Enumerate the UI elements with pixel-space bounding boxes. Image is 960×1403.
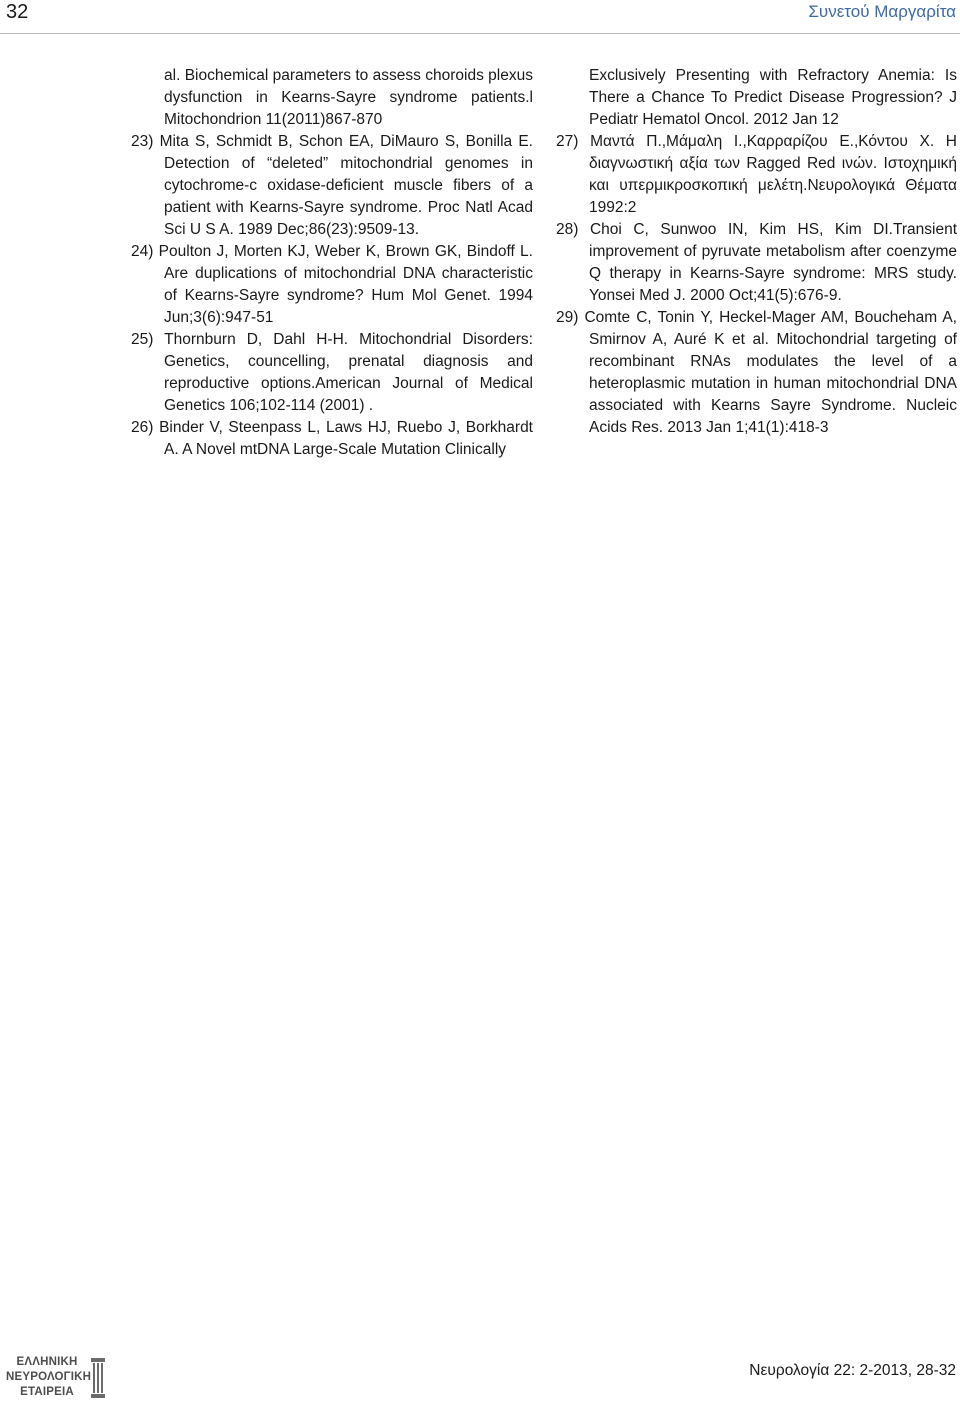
society-logo-text [6, 1355, 92, 1400]
logo-line-3: ΕΤΑΙΡΕΙΑ [20, 1386, 74, 1398]
reference-24: 24) Poulton J, Morten KJ, Weber K, Brown GK, Bindoff L. Are duplications of mitochondrial DNA characteristic of Kearns-Sayre syndrome? Hum Mol Genet. 1994 Jun;3(6):947-51 [131, 243, 533, 326]
reference-continued: al. Biochemical parameters to assess choroids plexus dysfunction in Kearns-Sayre syndrome patients.l Mitochondrion 11(2011)867-870 [164, 67, 533, 128]
reference-26-continued: Exclusively Presenting with Refractory Anemia: Is There a Chance To Predict Disease Progression? J Pediatr Hematol Oncol. 2012 Jan 12 [589, 67, 957, 128]
column-emblem-icon [90, 1357, 106, 1399]
journal-reference: Νευρολογία 22: 2-2013, 28-32 [749, 1362, 956, 1379]
reference-28: 28) Choi C, Sunwoo IN, Kim HS, Kim DI.Transient improvement of pyruvate metabolism after coenzyme Q therapy in Kearns-Sayre syndrome: MRS study. Yonsei Med J. 2000 Oct;41(5):676-9. [556, 221, 957, 304]
left-column [131, 65, 533, 461]
running-head: Συνετού Μαργαρίτα [808, 2, 956, 21]
reference-26: 26) Binder V, Steenpass L, Laws HJ, Ruebo J, Borkhardt A. A Novel mtDNA Large-Scale Mutation Clinically [131, 419, 533, 458]
header-rule [0, 33, 960, 34]
reference-25: 25) Thornburn D, Dahl H-H. Mitochondrial Disorders: Genetics, councelling, prenatal diagnosis and reproductive options.American Journal of Medical Genetics 106;102-114 (2001) . [131, 331, 533, 414]
logo-line-2: ΝΕΥΡΟΛΟΓΙΚΗ [6, 1371, 92, 1383]
right-column [556, 65, 957, 439]
page-number: 32 [6, 1, 29, 23]
society-logo [6, 1355, 106, 1401]
logo-line-1: ΕΛΛΗΝΙΚΗ [16, 1356, 78, 1368]
reference-29: 29) Comte C, Tonin Y, Heckel-Mager AM, Boucheham A, Smirnov A, Auré K et al. Mitochondrial targeting of recombinant RNAs modulates the level of a heteroplasmic mutation in human mitochondrial DNA associated with Kearns Sayre Syndrome. Nucleic Acids Res. 2013 Jan 1;41(1):418-3 [556, 309, 957, 436]
reference-27: 27) Μαντά Π.,Μάμαλη Ι.,Καρραρίζου Ε.,Κόντου Χ. Η διαγνωστική αξία των Ragged Red ινών. Ιστοχημική και υπερμικροσκοπική μελέτη.Νευρολογικά Θέματα 1992:2 [556, 133, 957, 216]
reference-23: 23) Mita S, Schmidt B, Schon EA, DiMauro S, Bonilla E. Detection of “deleted” mitochondrial genomes in cytochrome-c oxidase-deficient muscle fibers of a patient with Kearns-Sayre syndrome. Proc Natl Acad Sci U S A. 1989 Dec;86(23):9509-13. [131, 133, 533, 238]
